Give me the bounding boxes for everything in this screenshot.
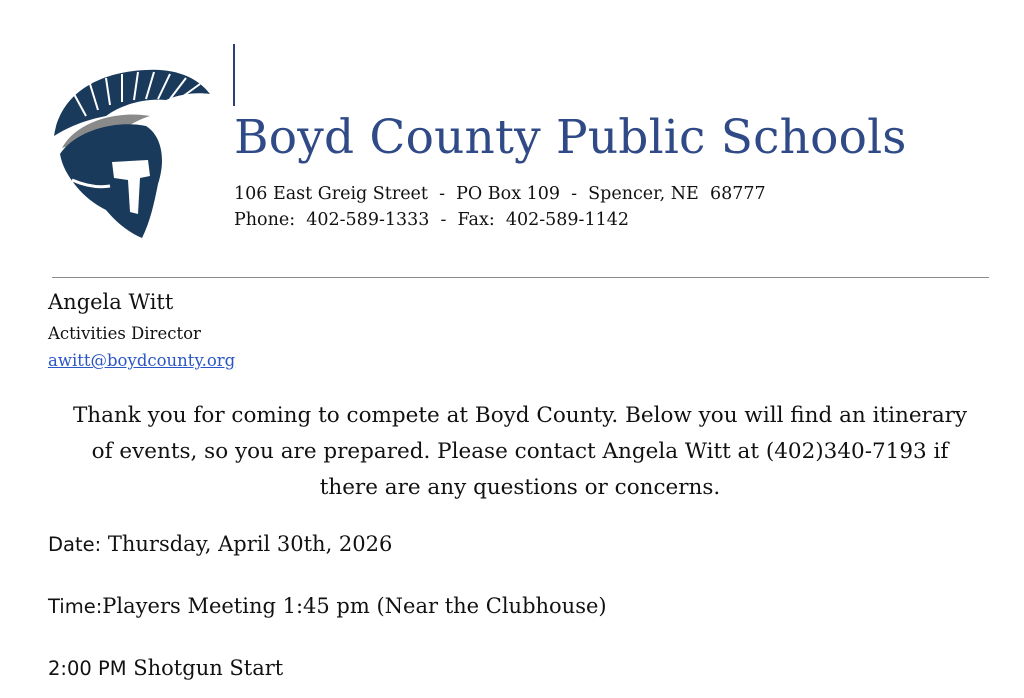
header-divider [233,44,235,106]
horizontal-rule [52,277,989,278]
intro-paragraph: Thank you for coming to compete at Boyd County. Below you will find an itinerary of events, so you are prepared. Please contact Angela Witt at (402)340-7193 if there are any questions or concerns. [72,403,968,500]
date-row [48,532,392,556]
time-row [48,594,607,618]
date-label: Date: [48,533,102,556]
contact-email-link[interactable]: awitt@boydcounty.org [48,351,236,370]
contact-name: Angela Witt [48,290,174,314]
start-time: 2:00 PM [48,657,127,680]
school-name: Boyd County Public Schools [234,110,907,165]
date-value: Thursday, April 30th, 2026 [101,532,393,556]
time-value: Players Meeting 1:45 pm (Near the Clubhouse) [102,594,607,618]
school-phone-fax: Phone: 402-589-1333 - Fax: 402-589-1142 [234,210,630,230]
time-label: Time: [48,595,103,618]
start-row [48,656,283,680]
start-value: Shotgun Start [126,656,284,680]
school-address: 106 East Greig Street - PO Box 109 - Spencer, NE 68777 [234,184,766,204]
spartan-helmet-icon [46,64,214,242]
contact-title: Activities Director [48,324,201,343]
